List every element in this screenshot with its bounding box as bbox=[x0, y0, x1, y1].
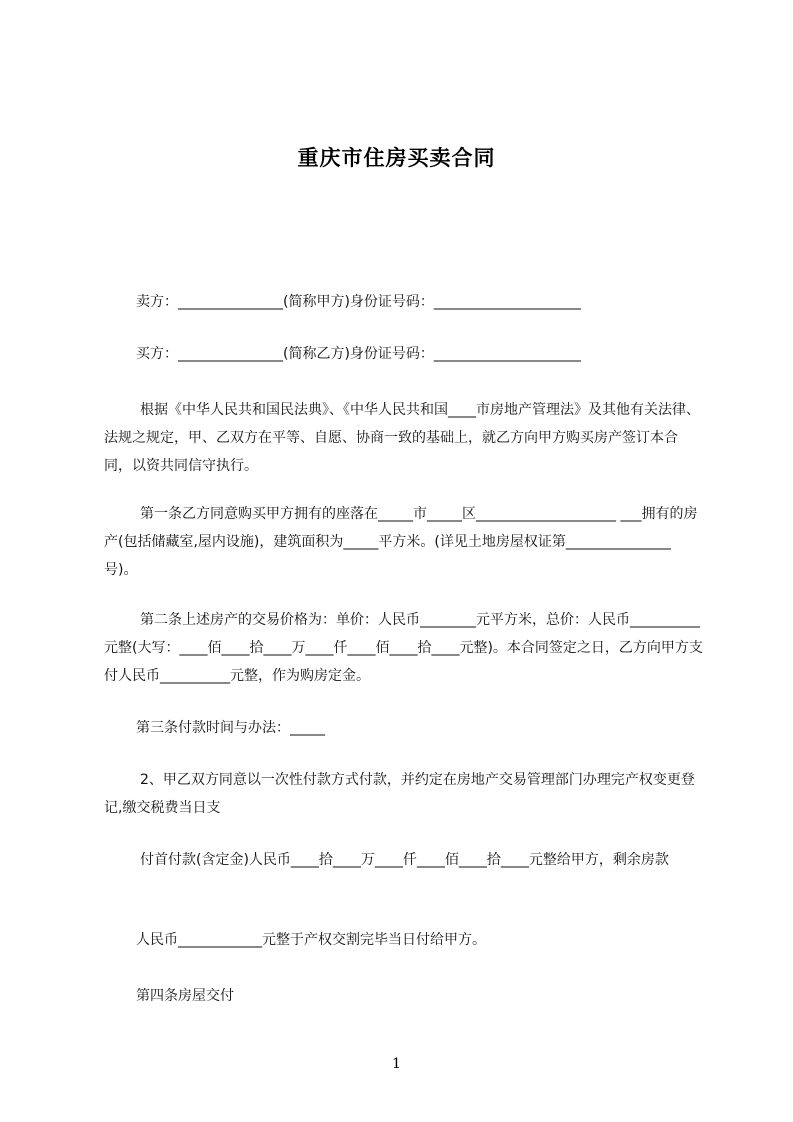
article-4-heading: 第四条房屋交付 bbox=[136, 988, 234, 1004]
clause-2-paragraph: 2、甲乙双方同意以一次性付款方式付款，并约定在房地产交易管理部门办理完产权变更登记,缴交税费当日支 bbox=[104, 772, 695, 816]
buyer-line: 买方：_______________(简称乙方)身份证号码：_____________________ bbox=[136, 346, 581, 362]
document-title: 重庆市住房买卖合同 bbox=[297, 146, 496, 170]
article-2-paragraph: 第二条上述房产的交易价格为：单价：人民币________元平方米，总价：人民币__________元整(大写：____佰____拾____万____仟____佰____拾____元整)。本合同签定之日，乙方向甲方支付人民币__________元整，作为购房定金。 bbox=[104, 612, 703, 684]
first-payment-paragraph: 付首付款(含定金)人民币____拾____万____仟____佰____拾____元整给甲方，剩余房款 bbox=[140, 852, 669, 868]
article-1-paragraph: 第一条乙方同意购买甲方拥有的座落在_____市_____区____________________ ___拥有的房产(包括储藏室,屋内设施)，建筑面积为_____平方米。(详见土地房屋权证第_______________号)。 bbox=[104, 506, 698, 578]
preamble-paragraph: 根据《中华人民共和国民法典》、《中华人民共和国____市房地产管理法》及其他有关法律、法规之规定，甲、乙双方在平等、自愿、协商一致的基础上，就乙方向甲方购买房产签订本合同，以资共同信守执行。 bbox=[104, 402, 700, 474]
remaining-payment-line: 人民币____________元整于产权交割完毕当日付给甲方。 bbox=[136, 932, 486, 948]
seller-line: 卖方：_______________(简称甲方)身份证号码：_____________________ bbox=[136, 294, 581, 310]
article-3-paragraph: 第三条付款时间与办法：_____ bbox=[136, 720, 325, 736]
page-number: 1 bbox=[392, 1056, 401, 1072]
